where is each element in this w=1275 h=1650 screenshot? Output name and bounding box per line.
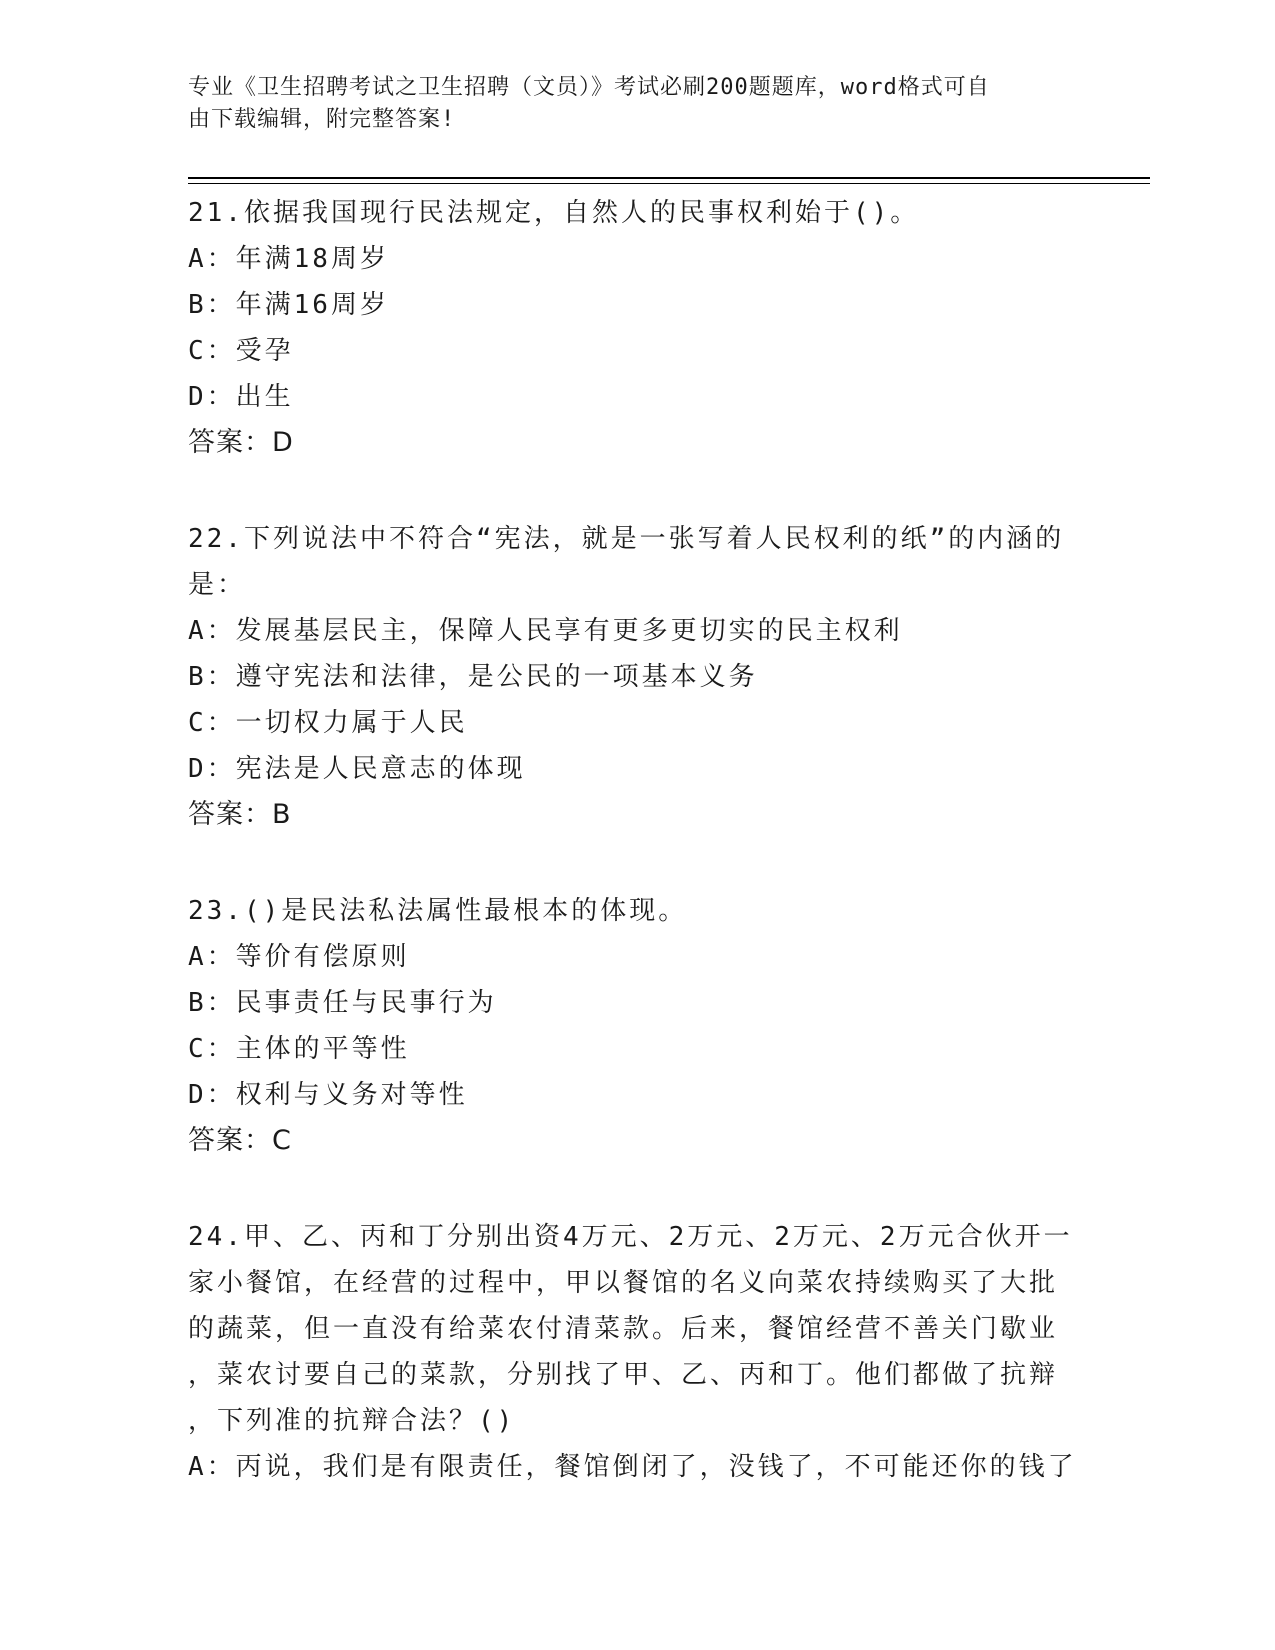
header-rule-thin [188, 183, 1150, 184]
question-stem-line-1: 22.下列说法中不符合“宪法，就是一张写着人民权利的纸”的内涵的 [188, 524, 1065, 554]
answer-line: 答案：B [188, 799, 292, 830]
option-a: A：发展基层民主，保障人民享有更多更切实的民主权利 [188, 616, 903, 646]
question-22 [188, 516, 1088, 838]
header-line-1: 专业《卫生招聘考试之卫生招聘（文员）》考试必刷200题题库，word格式可自 [188, 75, 990, 100]
question-24 [188, 1214, 1088, 1490]
question-23 [188, 888, 1088, 1164]
option-a: A：年满18周岁 [188, 244, 389, 274]
question-stem: 21.依据我国现行民法规定，自然人的民事权利始于()。 [188, 198, 920, 228]
question-list [188, 190, 1088, 1540]
question-stem-line-4: ，菜农讨要自己的菜款，分别找了甲、乙、丙和丁。他们都做了抗辩 [188, 1360, 1059, 1390]
option-d: D：宪法是人民意志的体现 [188, 754, 526, 784]
option-a: A：等价有偿原则 [188, 942, 410, 972]
option-d: D：权利与义务对等性 [188, 1080, 468, 1110]
answer-line: 答案：C [188, 1125, 292, 1156]
option-b: B：遵守宪法和法律，是公民的一项基本义务 [188, 662, 758, 692]
question-stem-line-1: 24.甲、乙、丙和丁分别出资4万元、2万元、2万元、2万元合伙开一 [188, 1222, 1073, 1252]
option-b: B：年满16周岁 [188, 290, 389, 320]
question-stem-line-2: 是： [188, 570, 247, 600]
option-c: C：受孕 [188, 336, 294, 366]
question-stem-line-2: 家小餐馆，在经营的过程中，甲以餐馆的名义向菜农持续购买了大批 [188, 1268, 1059, 1298]
question-stem-line-3: 的蔬菜，但一直没有给菜农付清菜款。后来，餐馆经营不善关门歇业 [188, 1314, 1059, 1344]
option-a: A：丙说，我们是有限责任，餐馆倒闭了，没钱了，不可能还你的钱了 [188, 1452, 1077, 1482]
option-b: B：民事责任与民事行为 [188, 988, 497, 1018]
answer-line: 答案：D [188, 427, 294, 458]
document-header [188, 72, 1068, 136]
option-c: C：主体的平等性 [188, 1034, 410, 1064]
question-stem: 23.()是民法私法属性最根本的体现。 [188, 896, 688, 926]
header-rule-thick [188, 177, 1150, 179]
option-c: C：一切权力属于人民 [188, 708, 468, 738]
question-21 [188, 190, 1088, 466]
question-stem-line-5: ，下列准的抗辩合法？() [188, 1406, 516, 1436]
option-d: D：出生 [188, 382, 294, 412]
header-line-2: 由下载编辑，附完整答案! [188, 107, 456, 132]
